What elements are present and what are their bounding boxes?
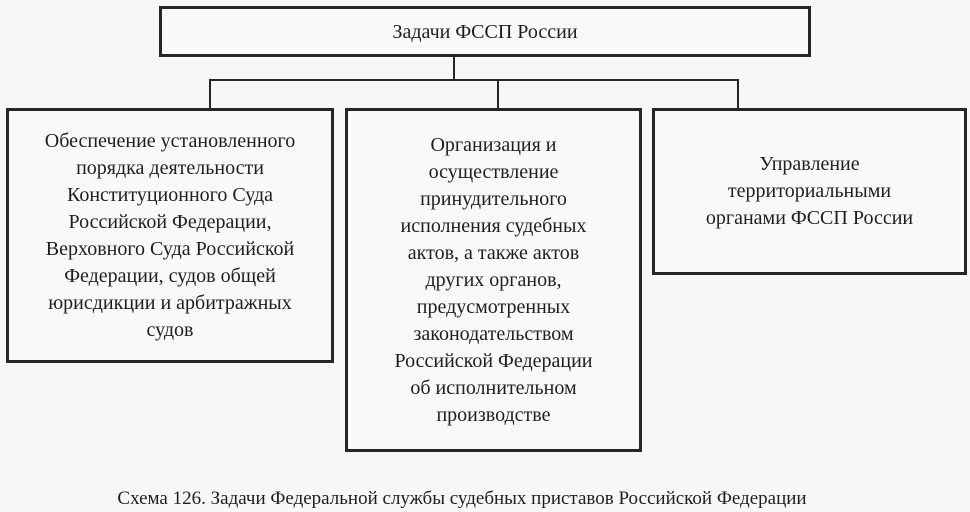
task-label-court-order: Обеспечение установленного порядка деятельности Конституционного Суда Российской Федерации, Верховного Суда Российской Федерации, судов общей юрисдикции и арбитражных судов bbox=[44, 129, 296, 341]
task-box-territorial-management bbox=[652, 108, 967, 275]
root-task-label: Задачи ФССП России bbox=[392, 20, 578, 43]
task-box-enforcement bbox=[345, 108, 642, 452]
task-label-enforcement: Организация и осуществление принудительного исполнения судебных актов, а также актов других органов, предусмотренных законодательством Российской Федерации об исполнительном производстве bbox=[394, 133, 593, 426]
task-label-territorial-management: Управление территориальными органами ФССП России bbox=[705, 153, 914, 229]
connector-mid-drop bbox=[497, 79, 499, 108]
root-task-box bbox=[159, 6, 811, 57]
connector-root-stem bbox=[453, 57, 455, 80]
connector-horizontal-bar bbox=[209, 79, 739, 81]
figure-caption: Схема 126. Задачи Федеральной службы судебных приставов Российской Федерации bbox=[117, 488, 807, 509]
task-box-court-order bbox=[6, 108, 334, 363]
connector-left-drop bbox=[209, 79, 211, 108]
connector-right-drop bbox=[737, 79, 739, 108]
